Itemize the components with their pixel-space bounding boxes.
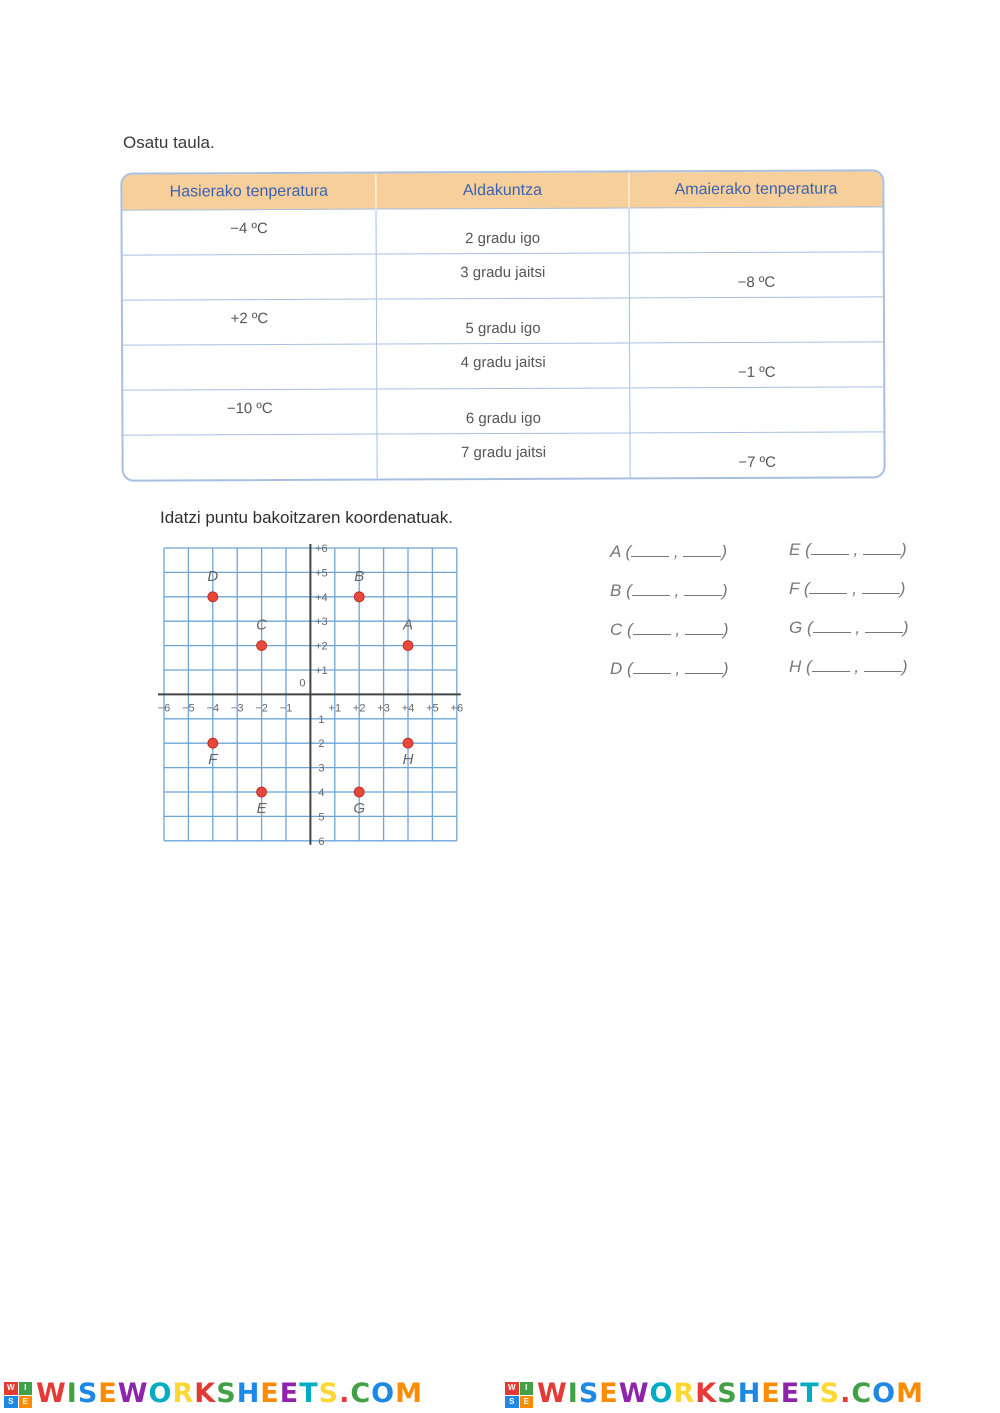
point-marker	[403, 641, 413, 651]
change-cell: 3 gradu jaitsi	[376, 253, 630, 299]
point-marker	[257, 641, 267, 651]
initial-temp-cell[interactable]: −4 ºC	[122, 209, 376, 255]
final-temp-cell[interactable]	[630, 387, 884, 433]
brand-text: WISEWORKSHEETS.COM	[36, 1378, 423, 1409]
y-tick-label: 1	[318, 713, 325, 726]
x-tick-label: −5	[182, 702, 195, 715]
y-tick-label: 6	[318, 835, 325, 848]
y-tick-label: +3	[315, 616, 328, 629]
table-row	[123, 432, 883, 480]
x-tick-label: −2	[255, 702, 268, 715]
y-tick-label: 0	[299, 677, 306, 690]
header-initial-temp: Hasierako tenperatura	[122, 174, 375, 211]
table-row	[122, 207, 882, 255]
final-temp-cell[interactable]	[629, 207, 883, 253]
x-tick-label: +6	[450, 702, 464, 715]
x-tick-label: +1	[328, 702, 342, 715]
answer-label: D	[610, 659, 623, 678]
answer-label: H	[789, 657, 802, 676]
point-label: F	[208, 751, 218, 769]
table-header-row	[122, 171, 882, 210]
point-label: B	[354, 567, 365, 585]
table-row	[123, 297, 883, 345]
initial-temp-cell[interactable]	[123, 254, 377, 300]
final-temp-cell[interactable]: −7 ºC	[630, 432, 884, 478]
x-tick-label: −4	[206, 702, 220, 715]
point-label: E	[256, 800, 267, 817]
answer-label: E	[789, 540, 801, 559]
final-temp-cell[interactable]: −8 ºC	[629, 252, 883, 298]
answer-a[interactable]: A ( , )	[610, 542, 727, 561]
point-marker	[208, 592, 218, 602]
answer-b[interactable]: B ( , )	[610, 581, 728, 600]
change-cell: 6 gradu igo	[377, 388, 631, 434]
point-marker	[208, 738, 218, 748]
change-cell: 2 gradu igo	[376, 208, 630, 254]
answer-label: B	[610, 581, 622, 600]
final-temp-cell[interactable]: −1 ºC	[630, 342, 884, 388]
y-tick-label: +6	[315, 543, 328, 555]
x-tick-label: −1	[279, 702, 293, 715]
change-cell: 7 gradu jaitsi	[377, 433, 631, 479]
answer-label: F	[789, 579, 800, 598]
point-label: G	[353, 800, 366, 817]
y-tick-label: +1	[315, 665, 328, 677]
y-tick-label: +5	[315, 567, 328, 580]
answer-label: C	[610, 620, 623, 639]
y-tick-label: +2	[315, 640, 328, 653]
answer-h[interactable]: H ( , )	[789, 657, 908, 676]
table-row	[123, 387, 883, 435]
point-marker	[403, 738, 413, 748]
temperature-table	[120, 169, 885, 481]
exercise2-instruction: Idatzi puntu bakoitzaren koordenatuak.	[160, 508, 453, 527]
x-tick-label: +2	[352, 702, 366, 715]
answer-label: A	[610, 542, 621, 561]
y-tick-label: 2	[318, 738, 325, 751]
brand-logo-icon: W I S E	[4, 1382, 32, 1408]
footer-watermark	[0, 1374, 1000, 1413]
x-tick-label: +4	[401, 702, 415, 715]
exercise1-instruction: Osatu taula.	[123, 133, 215, 152]
initial-temp-cell[interactable]	[123, 344, 377, 390]
point-marker	[354, 592, 364, 602]
x-tick-label: −3	[230, 702, 244, 715]
point-label: D	[207, 567, 219, 585]
point-label: H	[402, 751, 414, 769]
answer-label: G	[789, 618, 803, 637]
point-marker	[257, 787, 267, 797]
change-cell: 5 gradu igo	[376, 298, 630, 344]
coordinate-grid	[150, 540, 470, 850]
brand-text: WISEWORKSHEETS.COM	[537, 1378, 924, 1409]
table-row	[123, 342, 883, 390]
initial-temp-cell[interactable]: +2 ºC	[123, 299, 377, 345]
final-temp-cell[interactable]	[630, 297, 884, 343]
y-tick-label: 5	[318, 811, 325, 824]
x-tick-label: +5	[426, 702, 439, 715]
table-row	[123, 252, 883, 300]
answer-f[interactable]: F ( , )	[789, 579, 906, 598]
header-final-temp: Amaierako tenperatura	[629, 171, 882, 208]
change-cell: 4 gradu jaitsi	[376, 343, 630, 389]
initial-temp-cell[interactable]	[123, 434, 377, 480]
y-tick-label: 3	[318, 762, 325, 775]
header-change: Aldakuntza	[376, 172, 629, 209]
x-tick-label: +3	[377, 702, 390, 715]
initial-temp-cell[interactable]: −10 ºC	[123, 389, 377, 435]
point-marker	[354, 787, 364, 797]
answer-c[interactable]: C ( , )	[610, 620, 729, 639]
brand-logo-icon: W I S E	[505, 1382, 533, 1408]
point-label: A	[402, 616, 414, 634]
y-tick-label: +4	[315, 591, 328, 604]
answer-g[interactable]: G ( , )	[789, 618, 909, 637]
y-tick-label: 4	[318, 787, 325, 799]
answer-d[interactable]: D ( , )	[610, 659, 729, 678]
answer-e[interactable]: E ( , )	[789, 540, 907, 559]
x-tick-label: −6	[157, 702, 171, 715]
point-label: C	[256, 616, 268, 634]
